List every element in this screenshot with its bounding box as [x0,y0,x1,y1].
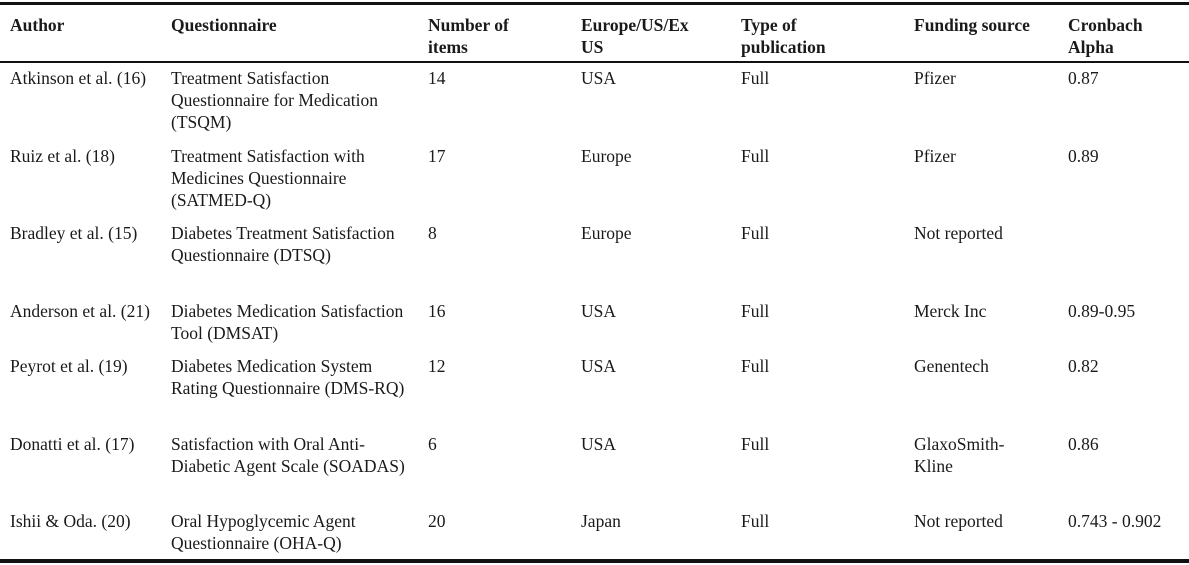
cell-type: Full [741,223,770,243]
header-author: Author [10,15,65,35]
cell-alpha: 0.82 [1068,356,1099,376]
cell-funding: Not reported [914,223,1003,243]
header-number-of-items: Number of items [428,15,509,57]
cell-questionnaire: Oral Hypoglycemic Agent Questionnaire (OHA-Q) [171,511,356,553]
cell-author: Ruiz et al. (18) [10,146,115,166]
table-bottom-rule [0,559,1189,563]
cell-questionnaire: Treatment Satisfaction Questionnaire for Medication (TSQM) [171,68,379,132]
cell-type: Full [741,146,770,166]
cell-type: Full [741,356,770,376]
header-funding-source: Funding source [914,15,1030,35]
cell-number-of-items: 14 [428,68,446,88]
cell-region: USA [581,434,617,454]
table-top-rule [0,2,1189,5]
cell-funding: GlaxoSmith-Kline [914,434,1005,476]
cell-alpha: 0.86 [1068,434,1099,454]
cell-funding: Pfizer [914,146,956,166]
cell-region: USA [581,301,617,321]
cell-alpha: 0.743 - 0.902 [1068,511,1162,531]
header-cronbach-alpha: Cronbach Alpha [1068,15,1143,57]
cell-type: Full [741,511,770,531]
cell-alpha: 0.89-0.95 [1068,301,1136,321]
cell-funding: Not reported [914,511,1003,531]
cell-type: Full [741,68,770,88]
cell-questionnaire: Diabetes Treatment Satisfaction Questionnaire (DTSQ) [171,223,395,265]
cell-region: Europe [581,146,632,166]
cell-region: USA [581,68,617,88]
cell-type: Full [741,301,770,321]
cell-funding: Pfizer [914,68,956,88]
table-header-rule [0,61,1189,63]
cell-alpha: 0.87 [1068,68,1099,88]
header-questionnaire: Questionnaire [171,15,277,35]
cell-author: Ishii & Oda. (20) [10,511,131,531]
cell-questionnaire: Satisfaction with Oral Anti-Diabetic Agent Scale (SOADAS) [171,434,405,476]
cell-number-of-items: 8 [428,223,437,243]
cell-number-of-items: 16 [428,301,446,321]
cell-alpha: 0.89 [1068,146,1099,166]
cell-author: Anderson et al. (21) [10,301,150,321]
cell-author: Donatti et al. (17) [10,434,135,454]
cell-number-of-items: 20 [428,511,446,531]
cell-number-of-items: 12 [428,356,446,376]
cell-questionnaire: Diabetes Medication System Rating Questionnaire (DMS-RQ) [171,356,405,398]
cell-funding: Merck Inc [914,301,987,321]
cell-number-of-items: 6 [428,434,437,454]
header-region: Europe/US/Ex US [581,15,689,57]
cell-region: USA [581,356,617,376]
cell-funding: Genentech [914,356,989,376]
cell-number-of-items: 17 [428,146,446,166]
cell-region: Europe [581,223,632,243]
cell-author: Bradley et al. (15) [10,223,138,243]
cell-region: Japan [581,511,621,531]
cell-author: Peyrot et al. (19) [10,356,128,376]
cell-author: Atkinson et al. (16) [10,68,147,88]
cell-questionnaire: Diabetes Medication Satisfaction Tool (DMSAT) [171,301,404,343]
cell-type: Full [741,434,770,454]
cell-questionnaire: Treatment Satisfaction with Medicines Questionnaire (SATMED-Q) [171,146,365,210]
header-type-of-publication: Type of publication [741,15,826,57]
